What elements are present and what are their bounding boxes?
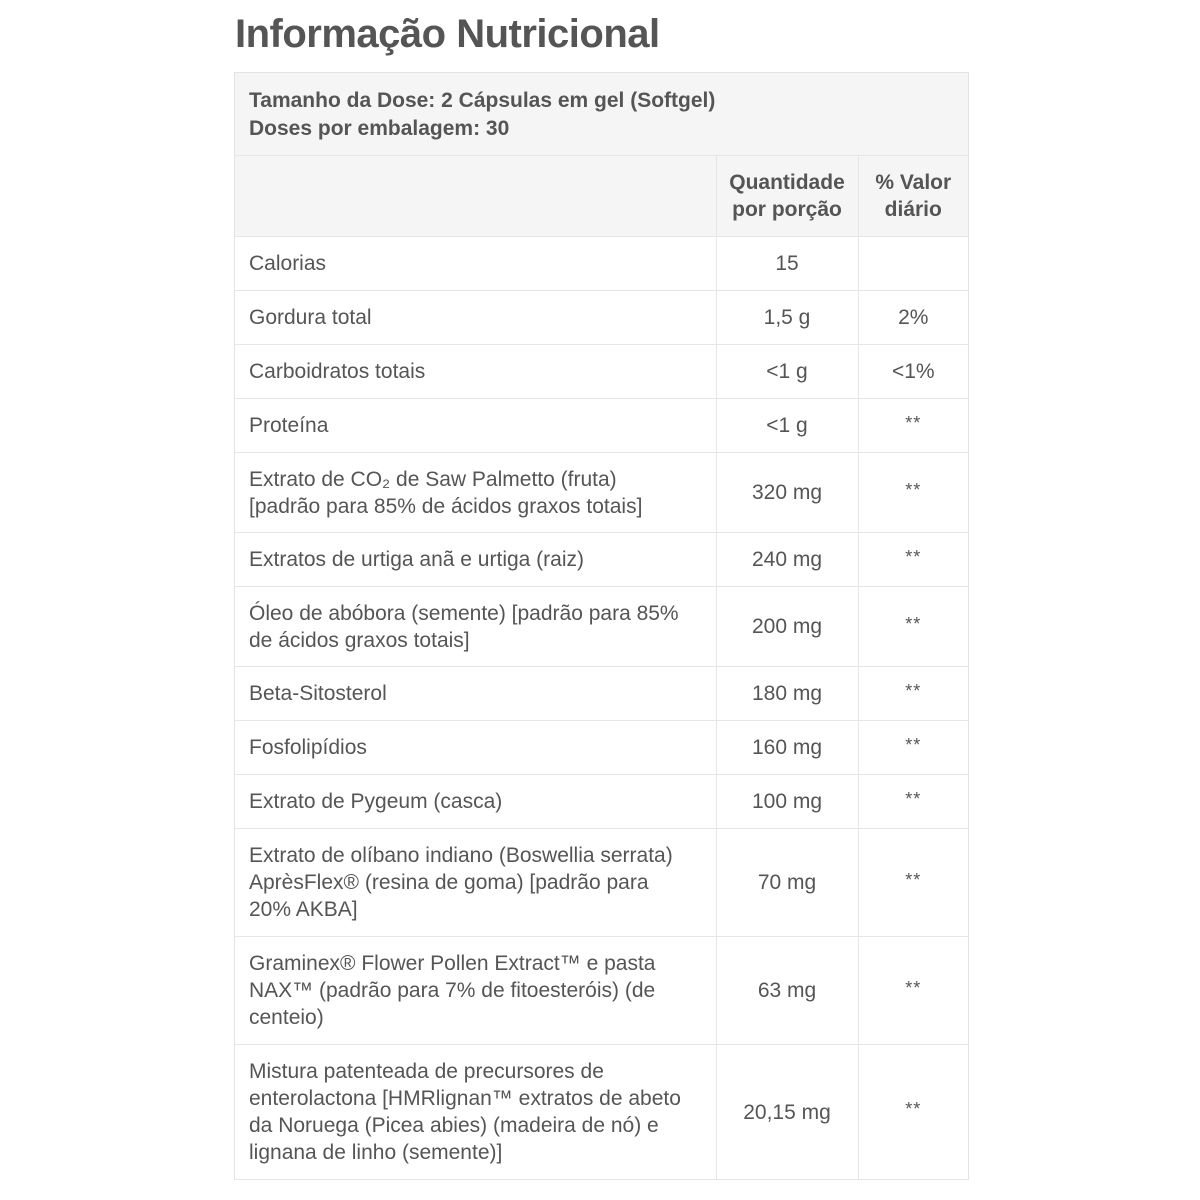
header-dv-line: diário [884,198,942,221]
nutrient-name-line: 20% AKBA] [249,898,358,921]
header-amount [716,156,858,237]
table-row [235,345,968,399]
nutrient-amount: 15 [716,237,858,291]
table-row [235,453,968,533]
nutrient-name-line: Extrato de olíbano indiano (Boswellia serrata) [249,844,673,867]
nutrient-daily-value: ** [905,412,922,433]
dv-cell [858,453,968,533]
nutrient-amount: <1 g [716,399,858,453]
nutrient-amount: <1 g [716,345,858,399]
nutrient-name: Carboidratos totais [235,345,716,399]
nutrient-name-line: centeio) [249,1006,324,1029]
nutrient-daily-value: ** [905,977,922,998]
header-amount-line: Quantidade [729,171,845,194]
dv-cell [858,775,968,829]
nutrient-name-cell [235,829,716,937]
nutrient-name-cell [235,453,716,533]
nutrient-name-line: de ácidos graxos totais] [249,628,470,652]
nutrient-name-cell [235,587,716,667]
nutrition-facts-panel [234,72,969,1180]
nutrient-name-line: Graminex® Flower Pollen Extract™ e pasta [249,952,656,975]
table-row [235,291,968,345]
dv-cell [858,829,968,937]
nutrient-daily-value: ** [905,546,922,567]
header-daily-value [858,156,968,237]
nutrient-name: Extratos de urtiga anã e urtiga (raiz) [235,533,716,587]
nutrient-daily-value: ** [905,479,922,500]
nutrient-daily-value [858,237,968,291]
header-dv-line: % Valor [875,171,952,194]
dv-cell [858,399,968,453]
nutrient-daily-value: ** [905,613,922,634]
nutrient-name-line: Extrato de CO₂ de Saw Palmetto (fruta) [249,467,617,491]
table-row [235,667,968,721]
nutrient-name: Calorias [235,237,716,291]
dv-cell [858,721,968,775]
nutrient-daily-value: 2% [858,291,968,345]
nutrient-amount: 70 mg [716,829,858,937]
dv-cell [858,667,968,721]
nutrient-amount: 20,15 mg [716,1045,858,1180]
nutrient-amount: 240 mg [716,533,858,587]
nutrition-table [235,156,968,1180]
table-row [235,829,968,937]
nutrient-name-line: NAX™ (padrão para 7% de fitoesteróis) (de [249,979,656,1002]
nutrient-daily-value: ** [905,869,922,890]
table-row [235,237,968,291]
header-amount-line: por porção [732,198,842,221]
nutrient-name: Gordura total [235,291,716,345]
nutrient-daily-value: ** [905,680,922,701]
nutrient-name: Proteína [235,399,716,453]
page-title: Informação Nutricional [235,12,660,56]
table-row [235,721,968,775]
serving-size: Tamanho da Dose: 2 Cápsulas em gel (Softgel) [249,89,716,112]
nutrient-amount: 200 mg [716,587,858,667]
nutrient-name: Extrato de Pygeum (casca) [235,775,716,829]
table-row [235,399,968,453]
nutrient-name-line: Mistura patenteada de precursores de [249,1060,604,1083]
nutrient-name: Beta-Sitosterol [235,667,716,721]
nutrient-daily-value: <1% [858,345,968,399]
nutrient-amount: 63 mg [716,937,858,1045]
dv-cell [858,1045,968,1180]
nutrient-amount: 160 mg [716,721,858,775]
table-header-row [235,156,968,237]
servings-per-container: Doses por embalagem: 30 [249,117,510,140]
nutrient-name-line: AprèsFlex® (resina de goma) [padrão para [249,871,649,894]
nutrient-name-line: Óleo de abóbora (semente) [padrão para 85% [249,601,679,625]
dv-cell [858,587,968,667]
nutrient-name: Fosfolipídios [235,721,716,775]
nutrient-name-line: enterolactona [HMRlignan™ extratos de abeto [249,1087,681,1110]
nutrient-amount: 180 mg [716,667,858,721]
header-name [235,156,716,237]
table-row [235,533,968,587]
nutrient-amount: 100 mg [716,775,858,829]
table-row [235,1045,968,1180]
nutrient-daily-value: ** [905,1099,922,1119]
nutrient-name-line: [padrão para 85% de ácidos graxos totais] [249,494,643,518]
dv-cell [858,937,968,1045]
nutrient-amount: 1,5 g [716,291,858,345]
nutrient-name-cell [235,937,716,1045]
table-row [235,587,968,667]
nutrient-name-line: lignana de linho (semente)] [249,1141,503,1164]
dv-cell [858,533,968,587]
table-row [235,937,968,1045]
nutrient-daily-value: ** [905,788,922,809]
table-row [235,775,968,829]
serving-info [235,73,968,156]
nutrient-name-cell [235,1045,716,1180]
nutrient-name-line: da Noruega (Picea abies) (madeira de nó) e [249,1114,659,1137]
nutrient-daily-value: ** [905,734,922,755]
nutrient-amount: 320 mg [716,453,858,533]
